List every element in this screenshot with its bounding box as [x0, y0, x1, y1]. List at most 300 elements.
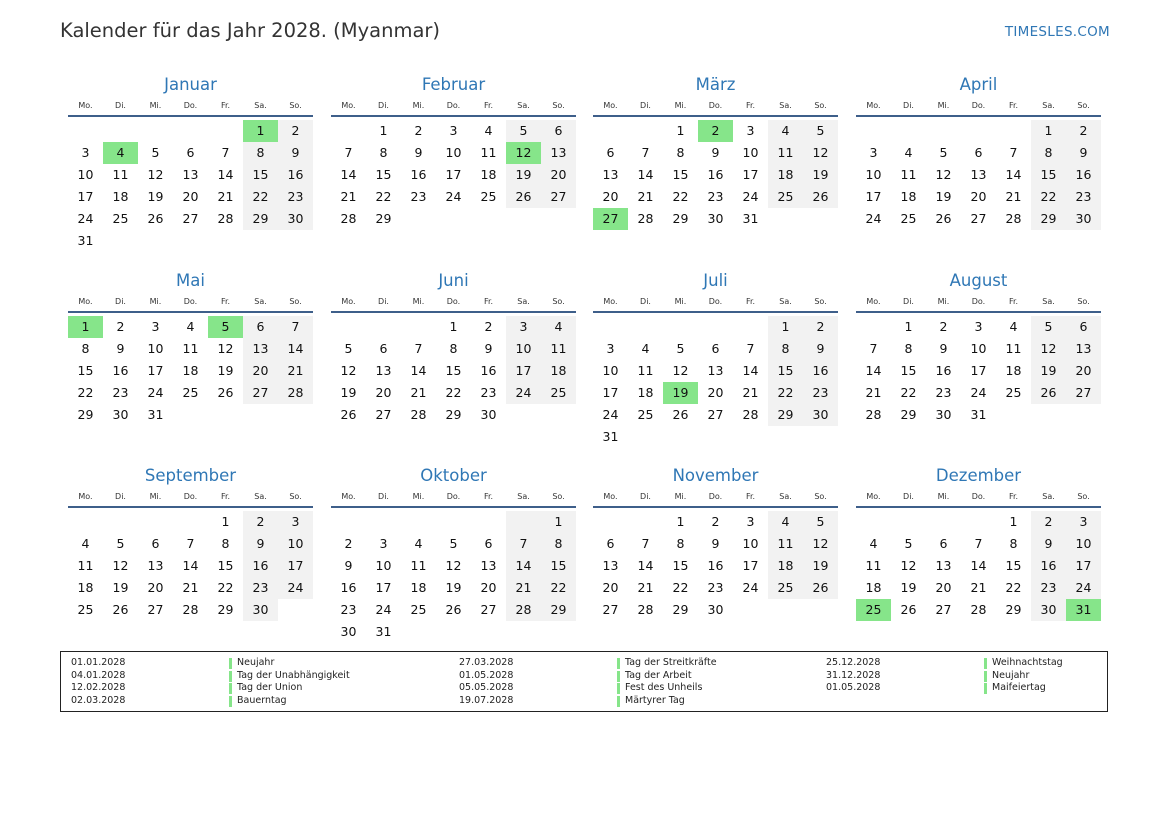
day-cell: 27	[602, 602, 619, 617]
weekday-label: So.	[814, 101, 827, 110]
day-cell: 30	[340, 624, 357, 639]
day-cell: 2	[803, 316, 838, 338]
day-grid	[331, 316, 576, 426]
day-cell: 21	[182, 580, 199, 595]
day-cell: 21	[865, 385, 882, 400]
day-cell: 12	[900, 558, 917, 573]
day-cell: 28	[340, 211, 357, 226]
day-cell: 12	[112, 558, 129, 573]
day-cell: 26	[900, 602, 917, 617]
day-cell: 13	[707, 363, 724, 378]
day-cell: 12	[1031, 338, 1066, 360]
empty-cell	[926, 511, 961, 533]
day-cell: 3	[606, 341, 615, 356]
day-cell: 31	[742, 211, 759, 226]
day-cell: 7	[974, 536, 983, 551]
day-cell: 14	[217, 167, 234, 182]
weekday-label: Mi.	[149, 297, 162, 306]
weekday-label: Sa.	[517, 101, 530, 110]
day-cell: 24	[865, 211, 882, 226]
day-cell: 18	[112, 189, 129, 204]
weekday-label: Fr.	[1008, 101, 1019, 110]
day-cell: 22	[672, 189, 689, 204]
day-cell: 2	[939, 319, 948, 334]
day-cell: 28	[217, 211, 234, 226]
day-cell: 29	[445, 407, 462, 422]
day-cell: 19	[340, 385, 357, 400]
day-cell: 29	[541, 599, 576, 621]
day-cell: 6	[606, 536, 615, 551]
header-rule	[856, 506, 1101, 508]
day-cell: 10	[147, 341, 164, 356]
holiday-marker-icon	[229, 658, 232, 669]
day-cell: 4	[869, 536, 878, 551]
day-cell: 6	[711, 341, 720, 356]
weekday-label: Mi.	[149, 101, 162, 110]
day-cell: 25	[541, 382, 576, 404]
day-grid	[68, 120, 313, 252]
day-cell: 29	[375, 211, 392, 226]
weekday-header	[68, 295, 313, 311]
day-cell: 9	[243, 533, 278, 555]
empty-cell	[331, 316, 366, 338]
day-cell: 25	[182, 385, 199, 400]
day-cell: 1	[676, 123, 685, 138]
weekday-label: Fr.	[220, 101, 231, 110]
day-cell: 14	[865, 363, 882, 378]
legend-date: 31.12.2028	[826, 669, 881, 681]
day-cell: 22	[672, 580, 689, 595]
day-cell: 30	[935, 407, 952, 422]
day-cell: 22	[900, 385, 917, 400]
day-cell: 3	[449, 123, 458, 138]
day-grid	[593, 511, 838, 621]
weekday-label: So.	[1077, 101, 1090, 110]
weekday-label: So.	[552, 492, 565, 501]
day-cell: 27	[1066, 382, 1101, 404]
day-cell: 16	[707, 558, 724, 573]
day-cell: 5	[803, 120, 838, 142]
day-cell: 14	[278, 338, 313, 360]
day-cell: 15	[1031, 164, 1066, 186]
day-cell: 26	[803, 186, 838, 208]
day-cell: 22	[1031, 186, 1066, 208]
day-cell: 11	[77, 558, 94, 573]
weekday-label: Fr.	[220, 492, 231, 501]
holiday-marker-icon	[984, 683, 987, 694]
month-name: November	[672, 466, 759, 485]
day-cell: 10	[742, 145, 759, 160]
day-cell: 13	[970, 167, 987, 182]
day-cell: 26	[1031, 382, 1066, 404]
legend-entry	[449, 695, 717, 708]
weekday-label: So.	[289, 101, 302, 110]
day-cell: 1	[1031, 120, 1066, 142]
weekday-label: Do.	[183, 297, 198, 306]
day-grid	[856, 120, 1101, 230]
day-cell: 5	[904, 536, 913, 551]
weekday-label: Di.	[640, 492, 651, 501]
empty-cell	[698, 316, 733, 338]
day-cell: 14	[637, 167, 654, 182]
weekday-label: Mi.	[674, 101, 687, 110]
month-name: März	[695, 75, 736, 94]
legend-entry	[816, 670, 1063, 683]
day-cell: 2	[243, 511, 278, 533]
weekday-label: Di.	[378, 492, 389, 501]
legend-date: 27.03.2028	[459, 657, 514, 668]
day-cell: 1	[904, 319, 913, 334]
day-cell: 24	[742, 580, 759, 595]
day-cell: 27	[243, 382, 278, 404]
day-cell: 29	[672, 602, 689, 617]
month-dezember	[856, 464, 1101, 621]
day-cell: 11	[768, 533, 803, 555]
weekday-label: Mo.	[866, 297, 881, 306]
legend-entry	[61, 657, 350, 670]
holiday-day-cell: 4	[103, 142, 138, 164]
day-cell: 29	[672, 211, 689, 226]
day-cell: 26	[445, 602, 462, 617]
day-grid	[68, 316, 313, 426]
day-cell: 11	[865, 558, 882, 573]
day-cell: 3	[278, 511, 313, 533]
month-name: Januar	[164, 75, 217, 94]
day-cell: 8	[81, 341, 90, 356]
legend-entry	[816, 682, 1063, 695]
day-cell: 5	[939, 145, 948, 160]
day-cell: 15	[541, 555, 576, 577]
day-cell: 27	[375, 407, 392, 422]
month-name: April	[959, 75, 998, 94]
day-cell: 11	[768, 142, 803, 164]
day-cell: 13	[243, 338, 278, 360]
legend-holiday-name: Fest des Unheils	[625, 682, 703, 694]
day-cell: 19	[803, 164, 838, 186]
day-cell: 6	[974, 145, 983, 160]
empty-cell	[173, 511, 208, 533]
day-cell: 18	[182, 363, 199, 378]
day-cell: 18	[768, 555, 803, 577]
day-cell: 23	[803, 382, 838, 404]
day-cell: 30	[803, 404, 838, 426]
day-cell: 8	[449, 341, 458, 356]
day-cell: 5	[344, 341, 353, 356]
day-cell: 15	[672, 558, 689, 573]
day-cell: 22	[77, 385, 94, 400]
day-cell: 17	[77, 189, 94, 204]
day-cell: 16	[243, 555, 278, 577]
weekday-label: Di.	[640, 101, 651, 110]
weekday-label: Mi.	[149, 492, 162, 501]
weekday-label: Mi.	[412, 101, 425, 110]
day-cell: 13	[147, 558, 164, 573]
brand-link[interactable]: TIMESLES.COM	[1004, 24, 1110, 40]
day-cell: 28	[637, 602, 654, 617]
day-cell: 16	[935, 363, 952, 378]
day-cell: 9	[711, 145, 720, 160]
day-cell: 27	[935, 602, 952, 617]
day-cell: 13	[375, 363, 392, 378]
weekday-label: Fr.	[483, 492, 494, 501]
day-cell: 25	[768, 577, 803, 599]
day-cell: 25	[112, 211, 129, 226]
day-cell: 6	[151, 536, 160, 551]
day-cell: 14	[1005, 167, 1022, 182]
day-cell: 22	[768, 382, 803, 404]
day-cell: 13	[182, 167, 199, 182]
day-cell: 14	[506, 555, 541, 577]
day-cell: 20	[602, 580, 619, 595]
day-cell: 30	[480, 407, 497, 422]
day-cell: 18	[1005, 363, 1022, 378]
day-cell: 21	[410, 385, 427, 400]
empty-cell	[628, 120, 663, 142]
day-cell: 3	[81, 145, 90, 160]
day-cell: 17	[865, 189, 882, 204]
day-cell: 21	[970, 580, 987, 595]
day-cell: 6	[606, 145, 615, 160]
day-cell: 1	[1009, 514, 1018, 529]
day-cell: 7	[221, 145, 230, 160]
day-cell: 7	[414, 341, 423, 356]
weekday-header	[68, 99, 313, 115]
empty-cell	[628, 316, 663, 338]
empty-cell	[401, 511, 436, 533]
day-cell: 6	[484, 536, 493, 551]
month-mai	[68, 269, 313, 426]
day-cell: 11	[480, 145, 497, 160]
header-rule	[593, 506, 838, 508]
day-cell: 14	[970, 558, 987, 573]
day-cell: 12	[803, 533, 838, 555]
day-cell: 7	[186, 536, 195, 551]
weekday-label: Fr.	[483, 297, 494, 306]
day-cell: 25	[77, 602, 94, 617]
empty-cell	[208, 120, 243, 142]
day-cell: 27	[707, 407, 724, 422]
day-cell: 24	[147, 385, 164, 400]
month-januar	[68, 73, 313, 252]
day-cell: 16	[1066, 164, 1101, 186]
weekday-label: Di.	[903, 101, 914, 110]
day-cell: 28	[506, 599, 541, 621]
day-cell: 14	[340, 167, 357, 182]
day-cell: 6	[379, 341, 388, 356]
month-name: Februar	[421, 75, 486, 94]
day-cell: 23	[707, 580, 724, 595]
day-cell: 23	[707, 189, 724, 204]
day-cell: 13	[480, 558, 497, 573]
day-cell: 20	[147, 580, 164, 595]
day-cell: 19	[900, 580, 917, 595]
legend-date: 01.01.2028	[71, 657, 126, 668]
empty-cell	[366, 511, 401, 533]
weekday-label: Sa.	[254, 101, 267, 110]
day-cell: 29	[217, 602, 234, 617]
day-cell: 19	[445, 580, 462, 595]
day-cell: 22	[375, 189, 392, 204]
day-cell: 28	[1005, 211, 1022, 226]
header-rule	[856, 311, 1101, 313]
day-cell: 22	[217, 580, 234, 595]
day-cell: 5	[506, 120, 541, 142]
weekday-label: Mo.	[866, 492, 881, 501]
day-grid	[593, 316, 838, 448]
day-cell: 12	[217, 341, 234, 356]
weekday-label: Fr.	[745, 297, 756, 306]
header-rule	[331, 115, 576, 117]
day-cell: 24	[445, 189, 462, 204]
day-cell: 27	[541, 186, 576, 208]
day-cell: 26	[803, 577, 838, 599]
day-cell: 7	[1009, 145, 1018, 160]
weekday-label: Do.	[971, 297, 986, 306]
day-cell: 3	[1066, 511, 1101, 533]
day-cell: 10	[77, 167, 94, 182]
month-november	[593, 464, 838, 621]
day-cell: 29	[243, 208, 278, 230]
weekday-label: Sa.	[779, 101, 792, 110]
day-cell: 21	[742, 385, 759, 400]
day-cell: 18	[637, 385, 654, 400]
day-cell: 15	[672, 167, 689, 182]
day-cell: 25	[480, 189, 497, 204]
empty-cell	[628, 511, 663, 533]
empty-cell	[401, 316, 436, 338]
page-title: Kalender für das Jahr 2028. (Myanmar)	[60, 19, 441, 42]
weekday-label: Sa.	[1042, 101, 1055, 110]
day-cell: 22	[541, 577, 576, 599]
day-grid	[593, 120, 838, 230]
day-cell: 3	[379, 536, 388, 551]
day-cell: 31	[147, 407, 164, 422]
day-cell: 1	[379, 123, 388, 138]
day-cell: 4	[1009, 319, 1018, 334]
day-cell: 30	[243, 599, 278, 621]
day-cell: 6	[939, 536, 948, 551]
day-cell: 29	[900, 407, 917, 422]
day-cell: 9	[803, 338, 838, 360]
empty-cell	[961, 120, 996, 142]
day-cell: 23	[410, 189, 427, 204]
day-cell: 19	[803, 555, 838, 577]
day-cell: 16	[112, 363, 129, 378]
day-cell: 21	[506, 577, 541, 599]
day-cell: 3	[506, 316, 541, 338]
legend-column	[61, 657, 350, 707]
weekday-header	[331, 295, 576, 311]
legend-holiday-name: Tag der Arbeit	[625, 669, 692, 681]
day-cell: 25	[637, 407, 654, 422]
header-rule	[593, 115, 838, 117]
day-cell: 15	[900, 363, 917, 378]
day-cell: 7	[506, 533, 541, 555]
day-cell: 25	[410, 602, 427, 617]
day-cell: 5	[449, 536, 458, 551]
weekday-label: Mo.	[341, 297, 356, 306]
legend-date: 25.12.2028	[826, 657, 881, 668]
day-cell: 16	[410, 167, 427, 182]
day-cell: 26	[506, 186, 541, 208]
empty-cell	[506, 511, 541, 533]
day-cell: 4	[904, 145, 913, 160]
day-cell: 14	[410, 363, 427, 378]
day-cell: 23	[243, 577, 278, 599]
day-cell: 15	[445, 363, 462, 378]
day-cell: 12	[935, 167, 952, 182]
day-cell: 4	[186, 319, 195, 334]
day-cell: 4	[768, 511, 803, 533]
day-cell: 24	[375, 602, 392, 617]
weekday-label: Do.	[446, 297, 461, 306]
legend-entry	[816, 657, 1063, 670]
day-cell: 5	[676, 341, 685, 356]
weekday-label: Di.	[903, 492, 914, 501]
day-cell: 11	[410, 558, 427, 573]
day-cell: 8	[379, 145, 388, 160]
day-cell: 31	[375, 624, 392, 639]
month-name: September	[144, 466, 237, 485]
empty-cell	[331, 511, 366, 533]
day-cell: 16	[803, 360, 838, 382]
header-rule	[331, 506, 576, 508]
day-cell: 9	[278, 142, 313, 164]
weekday-label: Mo.	[78, 297, 93, 306]
empty-cell	[103, 511, 138, 533]
day-cell: 12	[445, 558, 462, 573]
holiday-day-cell: 25	[856, 599, 891, 621]
day-cell: 31	[970, 407, 987, 422]
empty-cell	[891, 120, 926, 142]
day-cell: 11	[900, 167, 917, 182]
day-cell: 20	[375, 385, 392, 400]
day-cell: 30	[1066, 208, 1101, 230]
day-cell: 4	[484, 123, 493, 138]
weekday-label: Do.	[971, 101, 986, 110]
day-cell: 2	[278, 120, 313, 142]
legend-holiday-name: Maifeiertag	[992, 682, 1046, 694]
day-cell: 28	[742, 407, 759, 422]
day-cell: 12	[147, 167, 164, 182]
legend-date: 01.05.2028	[459, 669, 514, 681]
legend-date: 05.05.2028	[459, 682, 514, 694]
day-cell: 23	[278, 186, 313, 208]
day-cell: 21	[340, 189, 357, 204]
day-cell: 11	[182, 341, 199, 356]
weekday-label: Mo.	[341, 492, 356, 501]
empty-cell	[593, 316, 628, 338]
day-cell: 11	[1005, 341, 1022, 356]
holiday-marker-icon	[617, 696, 620, 707]
day-cell: 19	[506, 164, 541, 186]
weekday-label: Sa.	[1042, 297, 1055, 306]
holiday-day-cell: 1	[243, 120, 278, 142]
day-cell: 3	[151, 319, 160, 334]
day-cell: 29	[1005, 602, 1022, 617]
weekday-label: Sa.	[517, 297, 530, 306]
day-cell: 26	[112, 602, 129, 617]
day-cell: 9	[484, 341, 493, 356]
empty-cell	[138, 120, 173, 142]
weekday-label: Do.	[971, 492, 986, 501]
legend-holiday-name: Tag der Streitkräfte	[625, 657, 717, 668]
day-cell: 7	[641, 145, 650, 160]
weekday-label: Fr.	[220, 297, 231, 306]
day-cell: 20	[970, 189, 987, 204]
day-cell: 24	[602, 407, 619, 422]
day-cell: 10	[602, 363, 619, 378]
